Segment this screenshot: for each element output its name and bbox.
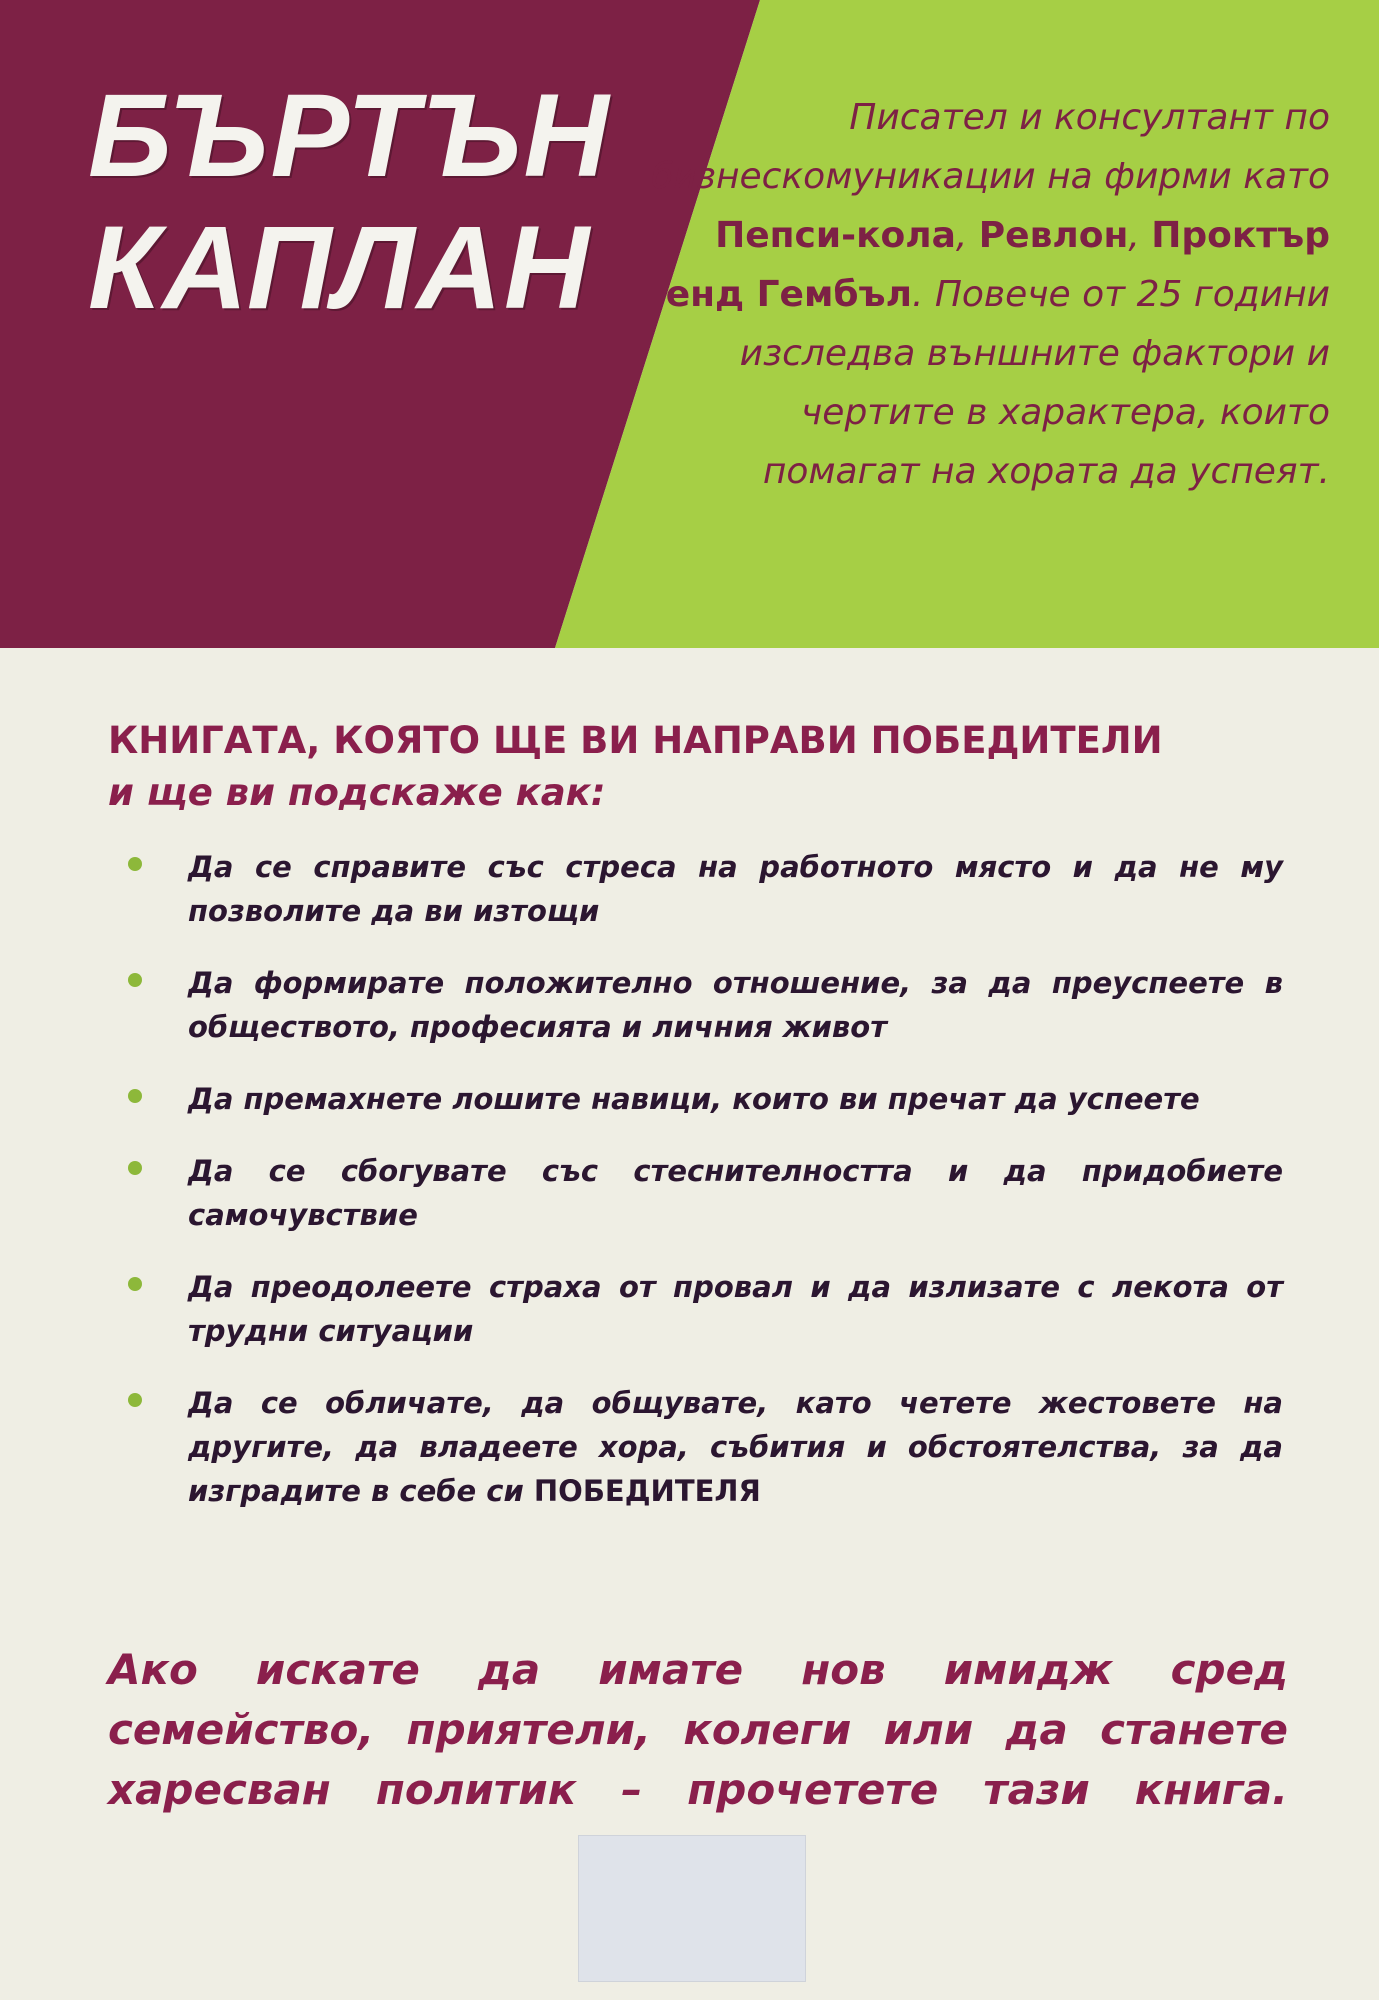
- list-item: [108, 1265, 1283, 1353]
- bio-text-2: . Повече от 25 години изследва външните фактори и чертите в характера, които помагат на хората да успеят.: [739, 274, 1330, 492]
- bullet-icon: [128, 1161, 142, 1175]
- cover-body: [108, 715, 1283, 1541]
- list-item-text: Да се обличате, да общувате, като четете жестовете на другите, да владеете хора, събития и обстоятелства, за да изградите в себе си: [188, 1386, 1283, 1508]
- bullet-icon: [128, 1393, 142, 1407]
- list-item: [108, 961, 1283, 1049]
- bio-text-1: Писател и консултант по бизнескомуникации на фирми като: [651, 97, 1330, 197]
- bullet-icon: [128, 1277, 142, 1291]
- list-item-text: Да се сбогувате със стеснителността и да придобиете самочувствие: [188, 1154, 1283, 1232]
- bio-brand-pg: Проктър енд Гембъл: [665, 215, 1330, 315]
- heading-main: КНИГАТА, КОЯТО ЩЕ ВИ НАПРАВИ ПОБЕДИТЕЛИ: [108, 719, 1163, 762]
- bio-sep-2: ,: [1128, 215, 1152, 256]
- cover-top-band: [0, 0, 1379, 648]
- list-item-emphasis: ПОБЕДИТЕЛЯ: [533, 1474, 761, 1508]
- bullet-icon: [128, 973, 142, 987]
- list-item: [108, 1381, 1283, 1513]
- bio-sep-1: ,: [955, 215, 979, 256]
- author-bio: [640, 88, 1330, 501]
- benefit-list: [108, 845, 1283, 1513]
- list-item-text: Да преодолеете страха от провал и да излизате с лекота от трудни ситуации: [188, 1270, 1283, 1348]
- list-item-text: Да формирате положително отношение, за да преуспеете в обществото, професията и личния живот: [188, 966, 1283, 1044]
- list-item: [108, 1077, 1283, 1121]
- bio-brand-revlon: Ревлон: [978, 215, 1129, 256]
- list-item: [108, 845, 1283, 933]
- author-first-name: БЪРТЪН: [88, 70, 611, 202]
- heading-sub: и ще ви подскаже как:: [108, 771, 606, 814]
- bullet-icon: [128, 857, 142, 871]
- author-name: [88, 70, 611, 334]
- list-item-text: Да премахнете лошите навици, които ви пречат да успеете: [188, 1082, 1200, 1116]
- list-item-text: Да се справите със стреса на работното място и да не му позволите да ви изтощи: [188, 850, 1283, 928]
- list-item: [108, 1149, 1283, 1237]
- price-sticker: [578, 1835, 806, 1982]
- closing-statement: Ако искате да имате нов имидж сред семейство, приятели, колеги или да станете харесван политик – прочетете тази книга.: [108, 1645, 1288, 1814]
- book-heading: [108, 715, 1283, 819]
- bullet-icon: [128, 1089, 142, 1103]
- author-last-name: КАПЛАН: [88, 202, 592, 334]
- bio-brand-pepsi: Пепси-кола: [715, 215, 956, 256]
